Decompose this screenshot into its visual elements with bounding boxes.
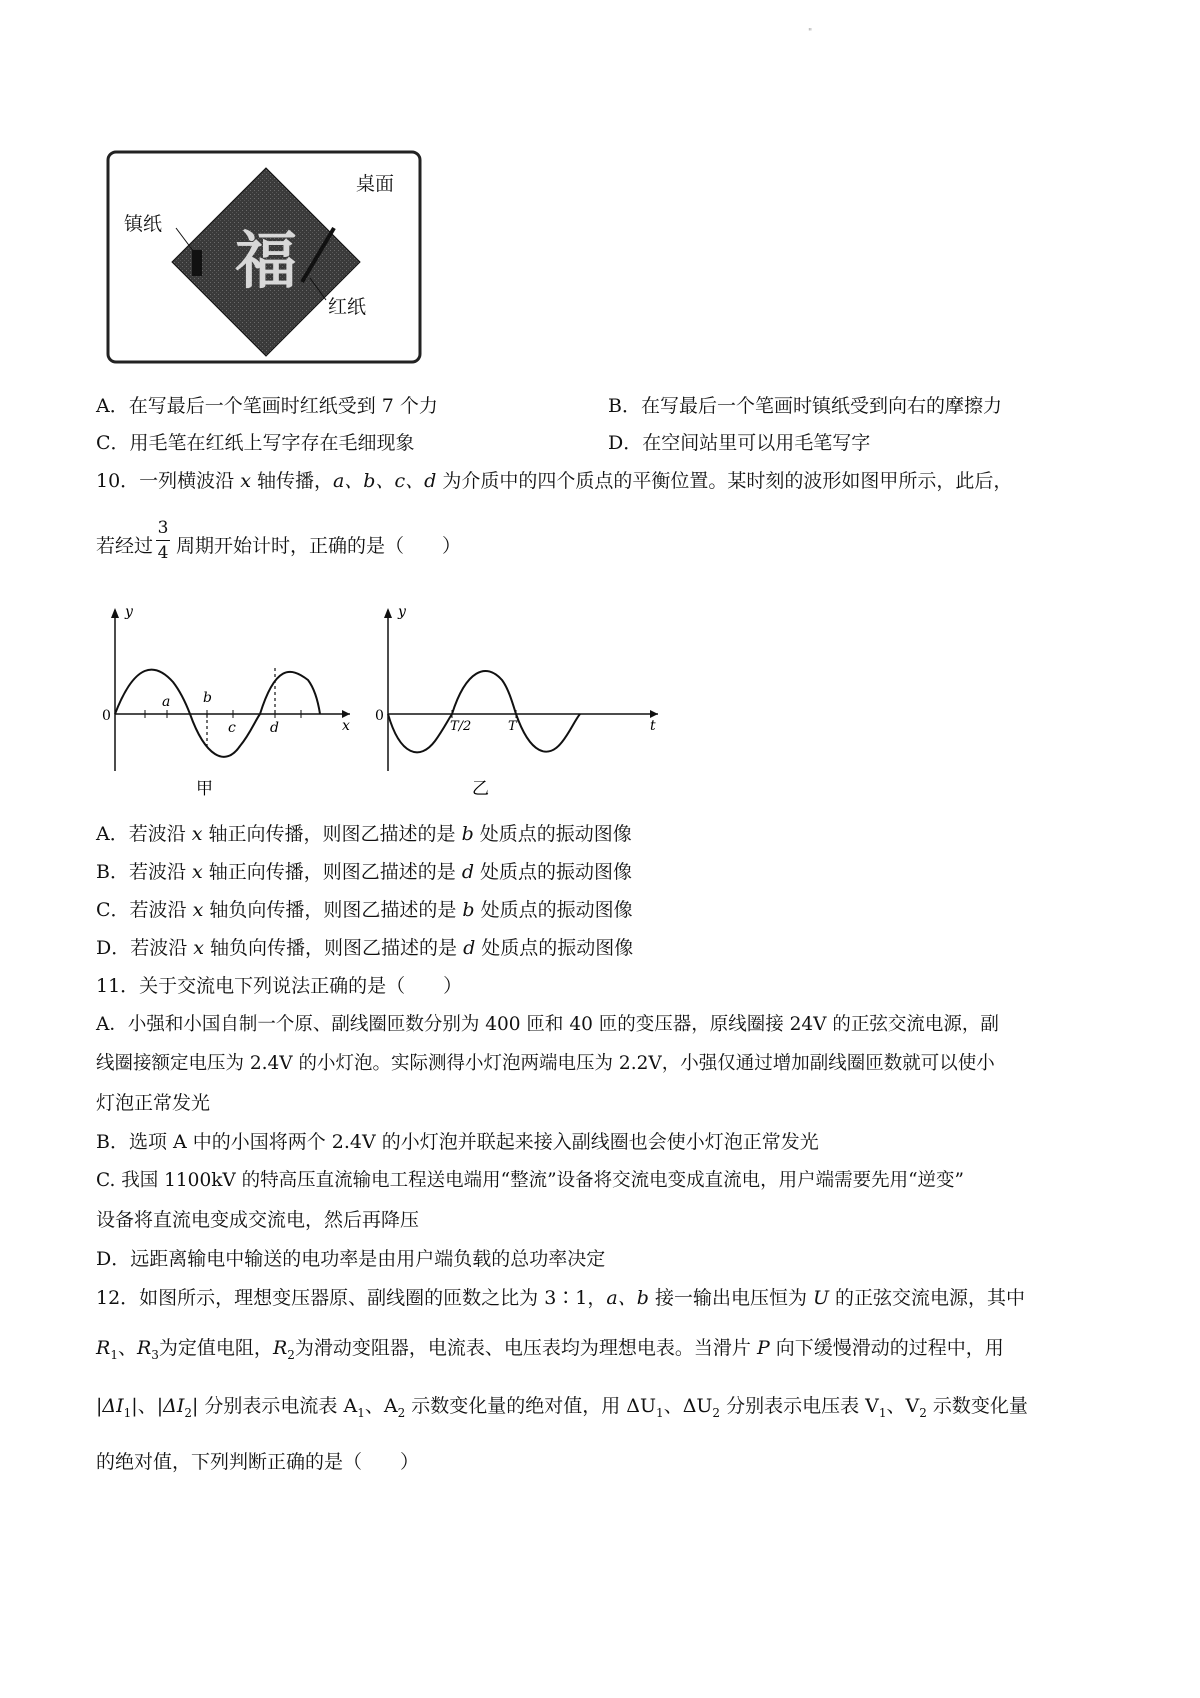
q12-l2-mid: 为定值电阻， — [158, 1337, 273, 1359]
yi-label-y: y — [398, 604, 406, 620]
q10-c-mid: 轴负向传播，则图乙描述的是 — [203, 899, 463, 921]
q10-b-pt: d — [461, 861, 474, 883]
yi-t-arrow — [650, 710, 658, 718]
q12-l2-post: 向下缓慢滑动的过程中，用 — [769, 1337, 1004, 1359]
q11-option-a-line3: 灯泡正常发光 — [96, 1092, 211, 1114]
q10-option-c — [96, 898, 633, 922]
jia-wave — [115, 670, 320, 757]
q12-l3-mid2: 、A — [364, 1395, 398, 1417]
q12-l3-mid6: 、V — [886, 1395, 920, 1417]
q10-d-pre: D．若波沿 — [96, 937, 194, 959]
q12-P: P — [756, 1337, 770, 1359]
q12-di2-end: | — [191, 1395, 199, 1417]
q12-line1 — [96, 1286, 1025, 1310]
q10-a-pt: b — [461, 823, 474, 845]
q12-l3-post: 示数变化量 — [926, 1395, 1028, 1417]
q12-l1-ab: a、b — [606, 1287, 649, 1309]
q11-option-a-line1: A．小强和小国自制一个原、副线圈匝数分别为 400 匝和 40 匝的变压器，原线圈接 24V 的正弦交流电源，副 — [96, 1014, 999, 1035]
q10-c-pre: C．若波沿 — [96, 899, 193, 921]
q10-d-pt: d — [463, 937, 476, 959]
yi-label-half: T/2 — [450, 719, 472, 734]
fraction-numerator: 3 — [157, 518, 169, 538]
yi-label-T: T — [508, 719, 517, 734]
q12-l3-sep: 、 — [137, 1395, 157, 1417]
label-desk: 桌面 — [356, 173, 395, 195]
fraction-bar — [156, 540, 170, 541]
wave-figures-svg — [102, 596, 670, 810]
q10-stem-suffix: 为介质中的四个质点的平衡位置。某时刻的波形如图甲所示，此后， — [436, 470, 1013, 492]
desk-figure — [106, 150, 422, 365]
q12-l2-sep: 、 — [117, 1337, 137, 1359]
q9-option-b: B．在写最后一个笔画时镇纸受到向右的摩擦力 — [608, 395, 1002, 417]
q9-option-a: A．在写最后一个笔画时红纸受到 7 个力 — [96, 395, 438, 417]
q12-u2-sub: 2 — [712, 1405, 721, 1420]
yi-wave — [388, 671, 580, 752]
q12-l2-mid2: 为滑动变阻器，电流表、电压表均为理想电表。当滑片 — [294, 1337, 757, 1359]
q12-l1-pre: 12．如图所示，理想变压器原、副线圈的匝数之比为 3∶1， — [96, 1287, 607, 1309]
q12-di1: |ΔI — [96, 1395, 124, 1417]
wave-figures — [102, 596, 670, 810]
q11-option-c-line1: C. 我国 1100kV 的特高压直流输电工程送电端用“整流”设备将交流电变成直流电，用户端需要先用“逆变” — [96, 1170, 965, 1191]
q10-d-post: 处质点的振动图像 — [475, 937, 634, 959]
q10-a-var: x — [191, 823, 203, 845]
q10-d-var: x — [193, 937, 204, 959]
q10-a-pre: A．若波沿 — [96, 823, 192, 845]
q10-option-a — [96, 822, 632, 846]
fraction-denominator: 4 — [157, 543, 169, 563]
yi-y-arrow — [384, 608, 392, 618]
q10-b-var: x — [192, 861, 203, 883]
q12-l3-mid5: 分别表示电压表 V — [720, 1395, 879, 1417]
q10-b-pre: B．若波沿 — [96, 861, 193, 883]
jia-label-d: d — [270, 720, 279, 736]
q11-option-b: B．选项 A 中的小国将两个 2.4V 的小灯泡并联起来接入副线圈也会使小灯泡正常发光 — [96, 1131, 819, 1153]
jia-label-b: b — [203, 690, 212, 706]
paper-weight-shape — [192, 250, 202, 276]
q10-stem-line1 — [96, 469, 1012, 493]
jia-x-arrow — [342, 710, 350, 718]
jia-label-c: c — [228, 720, 236, 736]
q10-option-d — [96, 936, 633, 960]
q10-stem-line2-prefix: 若经过 — [96, 535, 154, 557]
q12-r2-sub: 2 — [287, 1347, 295, 1362]
q10-c-post: 处质点的振动图像 — [474, 899, 633, 921]
q12-r3-sub: 3 — [151, 1347, 159, 1362]
q12-r1-sub: 1 — [110, 1347, 118, 1362]
q12-di1-sub: 1 — [123, 1405, 132, 1420]
q12-l3-mid: 分别表示电流表 A — [198, 1395, 358, 1417]
q12-l3-mid4: 、ΔU — [663, 1395, 713, 1417]
figure-yi — [375, 604, 658, 799]
q12-l1-mid: 接一输出电压恒为 — [648, 1287, 813, 1309]
jia-label-o: 0 — [102, 708, 111, 724]
jia-y-arrow — [111, 608, 119, 618]
yi-label-o: 0 — [375, 708, 384, 724]
q12-r3: R — [136, 1337, 152, 1359]
q10-b-mid: 轴正向传播，则图乙描述的是 — [202, 861, 462, 883]
q12-v2-sub: 2 — [919, 1405, 927, 1420]
q10-a-mid: 轴正向传播，则图乙描述的是 — [202, 823, 462, 845]
yi-caption: 乙 — [472, 779, 489, 799]
figure-jia — [102, 604, 350, 799]
q10-option-b — [96, 860, 632, 884]
q10-stem-x: x — [240, 470, 251, 492]
q12-r2: R — [272, 1337, 288, 1359]
q12-line4: 的绝对值，下列判断正确的是（ ） — [96, 1451, 420, 1473]
q12-l3-mid3: 示数变化量的绝对值，用 ΔU — [405, 1395, 657, 1417]
label-weight: 镇纸 — [124, 213, 163, 235]
q12-v1-sub: 1 — [878, 1405, 887, 1420]
q10-stem-mid: 轴传播， — [250, 470, 333, 492]
q10-c-pt: b — [462, 899, 475, 921]
desk-figure-svg — [106, 150, 422, 365]
q9-option-d: D．在空间站里可以用毛笔写字 — [608, 432, 871, 454]
q12-a2-sub: 2 — [397, 1405, 406, 1420]
q10-c-var: x — [192, 899, 204, 921]
q12-l1-post: 的正弦交流电源，其中 — [829, 1287, 1026, 1309]
q12-di2-sub: 2 — [184, 1405, 192, 1420]
fraction-three-quarters — [153, 518, 173, 563]
q10-d-mid: 轴负向传播，则图乙描述的是 — [204, 937, 464, 959]
yi-label-t: t — [650, 718, 656, 734]
q10-stem-vars: a、b、c、d — [332, 470, 437, 492]
jia-label-a: a — [162, 694, 171, 710]
jia-label-y: y — [125, 604, 133, 620]
label-red-paper: 红纸 — [328, 296, 367, 318]
q11-option-d: D．远距离输电中输送的电功率是由用户端负载的总功率决定 — [96, 1248, 606, 1270]
q12-line2 — [96, 1336, 1004, 1367]
corner-mark: " — [808, 28, 813, 38]
q10-stem-line2-suffix: 周期开始计时，正确的是（ ） — [176, 535, 462, 557]
q12-u1-sub: 1 — [656, 1405, 664, 1420]
q12-a1-sub: 1 — [357, 1405, 365, 1420]
q12-di1-end: | — [131, 1395, 138, 1417]
q11-stem: 11．关于交流电下列说法正确的是（ ） — [96, 975, 463, 997]
jia-label-x: x — [342, 718, 350, 734]
q12-di2: |ΔI — [156, 1395, 185, 1417]
q11-option-c-line2: 设备将直流电变成交流电，然后再降压 — [96, 1209, 420, 1231]
jia-caption: 甲 — [196, 779, 213, 799]
q9-option-c: C．用毛笔在红纸上写字存在毛细现象 — [96, 432, 415, 454]
fu-character: 福 — [234, 224, 298, 297]
q10-b-post: 处质点的振动图像 — [474, 861, 633, 883]
q12-l1-U: U — [813, 1287, 830, 1309]
q12-line3 — [96, 1394, 1028, 1425]
q10-a-post: 处质点的振动图像 — [473, 823, 632, 845]
q12-r1: R — [96, 1337, 111, 1359]
q11-option-a-line2: 线圈接额定电压为 2.4V 的小灯泡。实际测得小灯泡两端电压为 2.2V，小强仅通过增加副线圈匝数就可以使小 — [96, 1053, 995, 1074]
q10-stem-prefix: 10．一列横波沿 — [96, 470, 241, 492]
